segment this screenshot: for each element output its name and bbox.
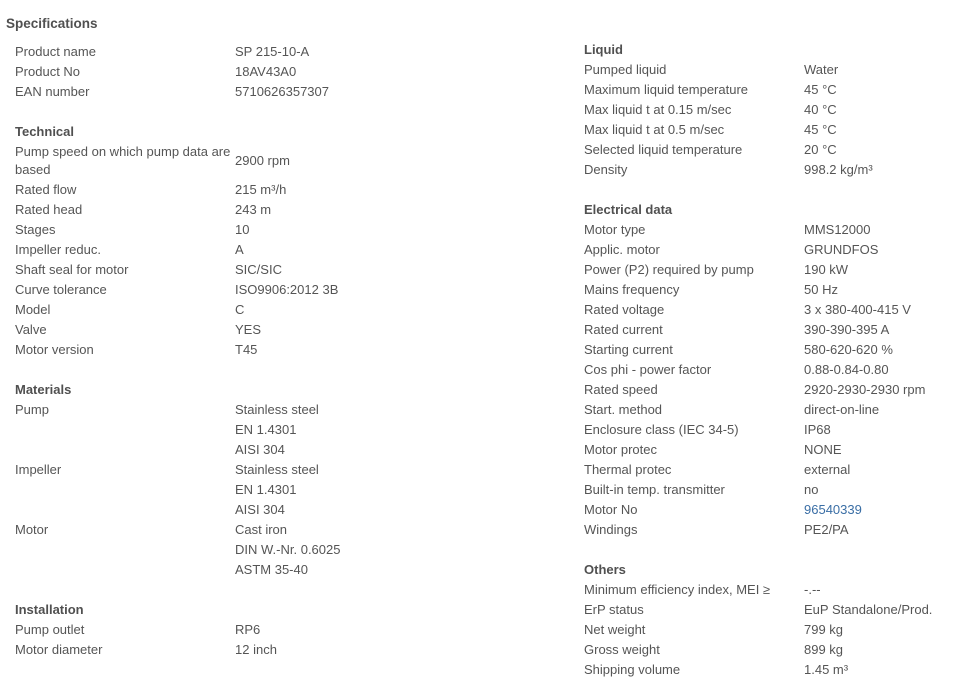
- spec-label: Pump speed on which pump data are based: [15, 144, 231, 177]
- spec-row: [584, 100, 956, 120]
- spec-value: [804, 440, 954, 460]
- spec-label: EAN number: [15, 84, 90, 99]
- spec-label: Impeller reduc.: [15, 242, 101, 257]
- spec-value: [235, 460, 535, 520]
- spec-value: [235, 82, 535, 102]
- spec-value: [235, 260, 535, 280]
- spec-value-line: Water: [804, 62, 839, 77]
- spec-value: [804, 260, 954, 280]
- spec-row: [15, 320, 555, 340]
- spec-row: [15, 240, 555, 260]
- spec-label: Max liquid t at 0.5 m/sec: [584, 122, 725, 137]
- spec-value-line: external: [804, 462, 851, 477]
- spec-value-line: AISI 304: [235, 502, 285, 517]
- spec-value-line: 10: [235, 222, 250, 237]
- spec-value-line: PE2/PA: [804, 522, 849, 537]
- spec-row: [584, 460, 956, 480]
- spec-row: [584, 440, 956, 460]
- spec-label: Motor diameter: [15, 642, 103, 657]
- spec-value: [235, 151, 535, 171]
- spec-value: [235, 42, 535, 62]
- spec-row: [15, 340, 555, 360]
- spec-value: [804, 280, 954, 300]
- spec-value-line: 45 °C: [804, 82, 837, 97]
- spec-label: Maximum liquid temperature: [584, 82, 749, 97]
- spec-row: [584, 600, 956, 620]
- spec-row: [584, 300, 956, 320]
- spec-value: [804, 500, 954, 520]
- spec-value-line: Stainless steel: [235, 402, 319, 417]
- spec-value: [235, 200, 535, 220]
- spec-value-line: YES: [235, 322, 262, 337]
- spec-row: [584, 220, 956, 240]
- spec-value: [804, 460, 954, 480]
- spec-label: Pump outlet: [15, 622, 85, 637]
- spec-value: [804, 580, 954, 600]
- spec-label: Gross weight: [584, 642, 660, 657]
- spec-label: Product name: [15, 44, 96, 59]
- spec-label: Motor version: [15, 342, 94, 357]
- spec-value-line: 243 m: [235, 202, 272, 217]
- spec-value: [804, 140, 954, 160]
- spec-value-line: A: [235, 242, 244, 257]
- spec-value-line: GRUNDFOS: [804, 242, 879, 257]
- spec-row: [15, 280, 555, 300]
- spec-value: [804, 620, 954, 640]
- spec-label: Pumped liquid: [584, 62, 667, 77]
- spec-label: Enclosure class (IEC 34-5): [584, 422, 739, 437]
- spec-value-line: DIN W.-Nr. 0.6025: [235, 542, 341, 557]
- general-section: [15, 42, 555, 102]
- spec-value-line: 45 °C: [804, 122, 837, 137]
- spec-value: [804, 220, 954, 240]
- spec-value: [235, 220, 535, 240]
- spec-value-line: 1.45 m³: [804, 662, 849, 677]
- spec-row: [584, 340, 956, 360]
- spec-row: [584, 660, 956, 680]
- section-title: Others: [584, 562, 626, 577]
- section-title: Materials: [15, 382, 72, 397]
- spec-label: Cos phi - power factor: [584, 362, 712, 377]
- spec-value-line: 18AV43A0: [235, 64, 297, 79]
- spec-value: [235, 280, 535, 300]
- spec-label: Starting current: [584, 342, 673, 357]
- spec-value: [804, 160, 954, 180]
- spec-value: [804, 380, 954, 400]
- spec-label: Thermal protec: [584, 462, 672, 477]
- spec-value-line: 12 inch: [235, 642, 277, 657]
- spec-row: [584, 280, 956, 300]
- spec-label: Applic. motor: [584, 242, 660, 257]
- spec-row: [15, 260, 555, 280]
- spec-value-line: 390-390-395 A: [804, 322, 890, 337]
- others-section: [584, 560, 956, 680]
- spec-value-line: 215 m³/h: [235, 182, 287, 197]
- spec-value-line: ASTM 35-40: [235, 562, 308, 577]
- spec-value: [235, 340, 535, 360]
- spec-value: [235, 320, 535, 340]
- spec-value: [804, 480, 954, 500]
- spec-value: [804, 660, 954, 680]
- spec-row: [15, 620, 555, 640]
- spec-value: [235, 400, 535, 460]
- spec-label: Mains frequency: [584, 282, 680, 297]
- technical-section: [15, 122, 555, 360]
- spec-value-line: 190 kW: [804, 262, 849, 277]
- spec-value: [804, 300, 954, 320]
- spec-value: [235, 62, 535, 82]
- spec-value: [804, 520, 954, 540]
- spec-row: [584, 420, 956, 440]
- spec-value-line: direct-on-line: [804, 402, 880, 417]
- spec-row: [15, 640, 555, 660]
- spec-label: Motor No: [584, 502, 638, 517]
- spec-label: Rated speed: [584, 382, 658, 397]
- spec-row: [15, 62, 555, 82]
- spec-row: [15, 142, 555, 180]
- spec-value: [804, 340, 954, 360]
- spec-row: [15, 200, 555, 220]
- spec-row: [584, 640, 956, 660]
- spec-row: [584, 140, 956, 160]
- spec-row: [584, 60, 956, 80]
- spec-label: ErP status: [584, 602, 644, 617]
- spec-row: [584, 320, 956, 340]
- spec-label: Shipping volume: [584, 662, 681, 677]
- spec-value-line: EN 1.4301: [235, 422, 297, 437]
- spec-row: [15, 400, 555, 460]
- spec-label: Rated voltage: [584, 302, 665, 317]
- spec-value-line: T45: [235, 342, 258, 357]
- spec-value-line: AISI 304: [235, 442, 285, 457]
- spec-value-line: SIC/SIC: [235, 262, 282, 277]
- spec-label: Rated current: [584, 322, 663, 337]
- spec-label: Impeller: [15, 462, 62, 477]
- spec-label: Rated head: [15, 202, 83, 217]
- spec-value: [804, 640, 954, 660]
- liquid-section: [584, 40, 956, 180]
- spec-value: [804, 400, 954, 420]
- spec-value: [804, 100, 954, 120]
- spec-label: Power (P2) required by pump: [584, 262, 754, 277]
- spec-row: [584, 260, 956, 280]
- spec-value-line: RP6: [235, 622, 261, 637]
- spec-row: [15, 300, 555, 320]
- spec-row: [584, 620, 956, 640]
- section-title: Electrical data: [584, 202, 673, 217]
- spec-row: [584, 400, 956, 420]
- spec-label: Density: [584, 162, 628, 177]
- spec-row: [584, 480, 956, 500]
- section-title: Technical: [15, 124, 75, 139]
- spec-row: [584, 240, 956, 260]
- spec-value-line: C: [235, 302, 245, 317]
- spec-value: [804, 80, 954, 100]
- spec-label: Windings: [584, 522, 638, 537]
- spec-value-line: EuP Standalone/Prod.: [804, 602, 933, 617]
- section-title: Installation: [15, 602, 84, 617]
- spec-value-line: 50 Hz: [804, 282, 838, 297]
- spec-label: Motor protec: [584, 442, 657, 457]
- spec-label: Curve tolerance: [15, 282, 107, 297]
- spec-value-line: EN 1.4301: [235, 482, 297, 497]
- motor-no-link[interactable]: 96540339: [804, 502, 862, 517]
- spec-value-line: ISO9906:2012 3B: [235, 282, 339, 297]
- spec-value-line: 0.88-0.84-0.80: [804, 362, 889, 377]
- spec-label: Minimum efficiency index, MEI ≥: [584, 582, 771, 597]
- spec-label: Motor type: [584, 222, 646, 237]
- spec-label: Product No: [15, 64, 81, 79]
- spec-value: [235, 640, 535, 660]
- spec-row: [15, 42, 555, 62]
- spec-row: [584, 520, 956, 540]
- spec-label: Selected liquid temperature: [584, 142, 743, 157]
- spec-value: [804, 360, 954, 380]
- spec-label: Valve: [15, 322, 47, 337]
- spec-value-line: -.--: [804, 582, 821, 597]
- spec-value-line: SP 215-10-A: [235, 44, 310, 59]
- spec-value-line: NONE: [804, 442, 842, 457]
- spec-row: [584, 380, 956, 400]
- spec-label: Built-in temp. transmitter: [584, 482, 725, 497]
- spec-label: Motor: [15, 522, 49, 537]
- spec-row: [15, 220, 555, 240]
- spec-label: Stages: [15, 222, 56, 237]
- spec-value: [804, 60, 954, 80]
- spec-value-line: Stainless steel: [235, 462, 319, 477]
- spec-row: [584, 580, 956, 600]
- spec-value-line: 40 °C: [804, 102, 837, 117]
- page-title: Specifications: [6, 16, 98, 31]
- section-title: Liquid: [584, 42, 623, 57]
- spec-label: Shaft seal for motor: [15, 262, 129, 277]
- spec-value-line: IP68: [804, 422, 831, 437]
- spec-label: Net weight: [584, 622, 646, 637]
- spec-value-line: 580-620-620 %: [804, 342, 893, 357]
- spec-row: [15, 520, 555, 580]
- spec-value-line: MMS12000: [804, 222, 871, 237]
- materials-section: [15, 380, 555, 580]
- spec-value-line: 899 kg: [804, 642, 844, 657]
- spec-value: [235, 240, 535, 260]
- spec-label: Max liquid t at 0.15 m/sec: [584, 102, 732, 117]
- spec-value: [235, 180, 535, 200]
- spec-value: [235, 300, 535, 320]
- spec-value-line: no: [804, 482, 819, 497]
- spec-row: [584, 120, 956, 140]
- spec-value-line: Cast iron: [235, 522, 288, 537]
- spec-value: [804, 120, 954, 140]
- spec-value: [235, 520, 535, 580]
- installation-section: [15, 600, 555, 660]
- spec-row: [584, 360, 956, 380]
- spec-value-line: 799 kg: [804, 622, 844, 637]
- spec-value: [804, 600, 954, 620]
- spec-value: [804, 420, 954, 440]
- spec-value-line: 20 °C: [804, 142, 837, 157]
- spec-value-line: 998.2 kg/m³: [804, 162, 873, 177]
- spec-row: [15, 82, 555, 102]
- spec-value-line: 2900 rpm: [235, 153, 290, 168]
- spec-value-line: 2920-2930-2930 rpm: [804, 382, 926, 397]
- spec-row: [584, 80, 956, 100]
- electrical-section: [584, 200, 956, 540]
- spec-value: [235, 620, 535, 640]
- spec-label: Rated flow: [15, 182, 77, 197]
- spec-row: [15, 460, 555, 520]
- spec-row: [15, 180, 555, 200]
- spec-value-line: 5710626357307: [235, 84, 329, 99]
- spec-row: [584, 500, 956, 520]
- spec-value: [804, 240, 954, 260]
- spec-label: Start. method: [584, 402, 663, 417]
- spec-value-line: 3 x 380-400-415 V: [804, 302, 911, 317]
- spec-label: Pump: [15, 402, 49, 417]
- spec-label: Model: [15, 302, 51, 317]
- spec-row: [584, 160, 956, 180]
- spec-value: [804, 320, 954, 340]
